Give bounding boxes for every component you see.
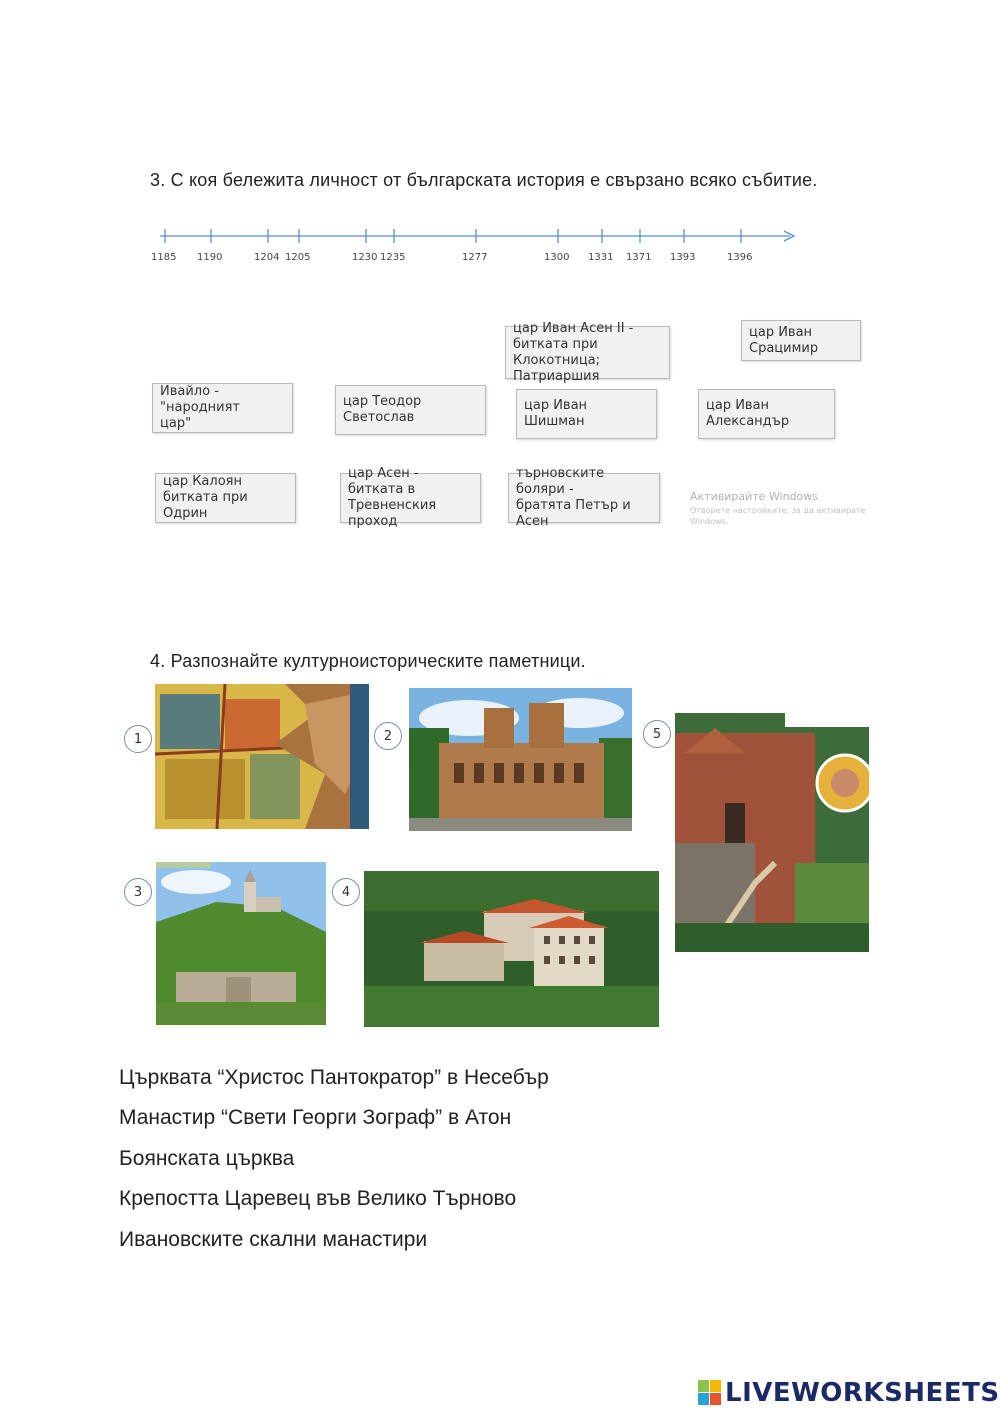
timeline-year-label: 1277 (462, 252, 488, 263)
answer-option-tsarevets[interactable]: Крепостта Царевец във Велико Търново (119, 1187, 517, 1210)
timeline-year-label: 1300 (544, 252, 570, 263)
timeline-year-label: 1185 (151, 252, 177, 263)
timeline-year-label: 1204 (254, 252, 280, 263)
card-label: цар Асен - битката в Тревненския проход (348, 466, 437, 529)
card-label: цар Иван Срацимир (749, 324, 819, 356)
fresco-photo (155, 684, 369, 829)
timeline-year-label: 1190 (197, 252, 223, 263)
answer-card[interactable] (152, 383, 293, 433)
zograf-monastery-photo (364, 871, 659, 1027)
question-3-title: 3. С коя бележита личност от българската история е свързано всяко събитие. (150, 170, 818, 190)
boyana-church-photo (675, 713, 869, 952)
windows-watermark-text: Отворете настройките, за да активирате Windows. (690, 506, 866, 526)
number-badge-3: 3 (124, 878, 152, 906)
timeline-year-label: 1396 (727, 252, 753, 263)
timeline (150, 222, 810, 272)
number-badge-1: 1 (124, 725, 152, 753)
card-label: цар Иван Александър (706, 398, 790, 429)
timeline-year-label: 1230 (352, 252, 378, 263)
card-label: Ивайло - "народният цар" (160, 384, 240, 431)
timeline-year-label: 1393 (670, 252, 696, 263)
timeline-year-label: 1331 (588, 252, 614, 263)
church-pantokrator-photo (409, 688, 632, 831)
timeline-year-label: 1205 (285, 252, 311, 263)
number-badge-5: 5 (643, 720, 671, 748)
card-label: търновските боляри - братята Петър и Асен (516, 466, 631, 529)
timeline-year-label: 1235 (380, 252, 406, 263)
answer-card[interactable] (155, 473, 296, 523)
number-badge-4: 4 (332, 878, 360, 906)
liveworksheets-logo (698, 1378, 1000, 1408)
card-label: цар Теодор Светослав (343, 394, 422, 425)
question-4-title: 4. Разпознайте културноисторическите паметници. (150, 651, 586, 671)
liveworksheets-logo-icon (698, 1380, 722, 1406)
answer-option-zograf[interactable]: Манастир “Свети Георги Зограф” в Атон (119, 1106, 512, 1129)
card-label: цар Иван Шишман (524, 398, 588, 429)
answer-option-boyana[interactable]: Боянската църква (119, 1147, 295, 1170)
liveworksheets-logo-text: LIVEWORKSHEETS (725, 1378, 1000, 1408)
answer-card[interactable] (508, 466, 660, 529)
answer-card[interactable] (335, 385, 486, 435)
card-label: цар Иван Асен II - битката при Клокотница; Патриаршия (513, 320, 634, 384)
answer-card[interactable] (516, 389, 657, 439)
answer-option-ivanovo[interactable]: Ивановските скални манастири (119, 1228, 428, 1251)
timeline-year-label: 1371 (626, 252, 652, 263)
windows-watermark-title: Активирайте Windows (690, 490, 819, 503)
answer-card[interactable] (698, 389, 835, 439)
answer-card[interactable] (505, 320, 670, 384)
answer-card[interactable] (340, 466, 481, 529)
card-label: цар Калоян битката при Одрин (163, 474, 248, 521)
answer-option-pantokrator[interactable]: Църквата “Христос Пантократор” в Несебър (119, 1066, 549, 1089)
answer-card[interactable] (741, 320, 861, 361)
tsarevets-fortress-photo (156, 862, 326, 1025)
number-badge-2: 2 (374, 722, 402, 750)
